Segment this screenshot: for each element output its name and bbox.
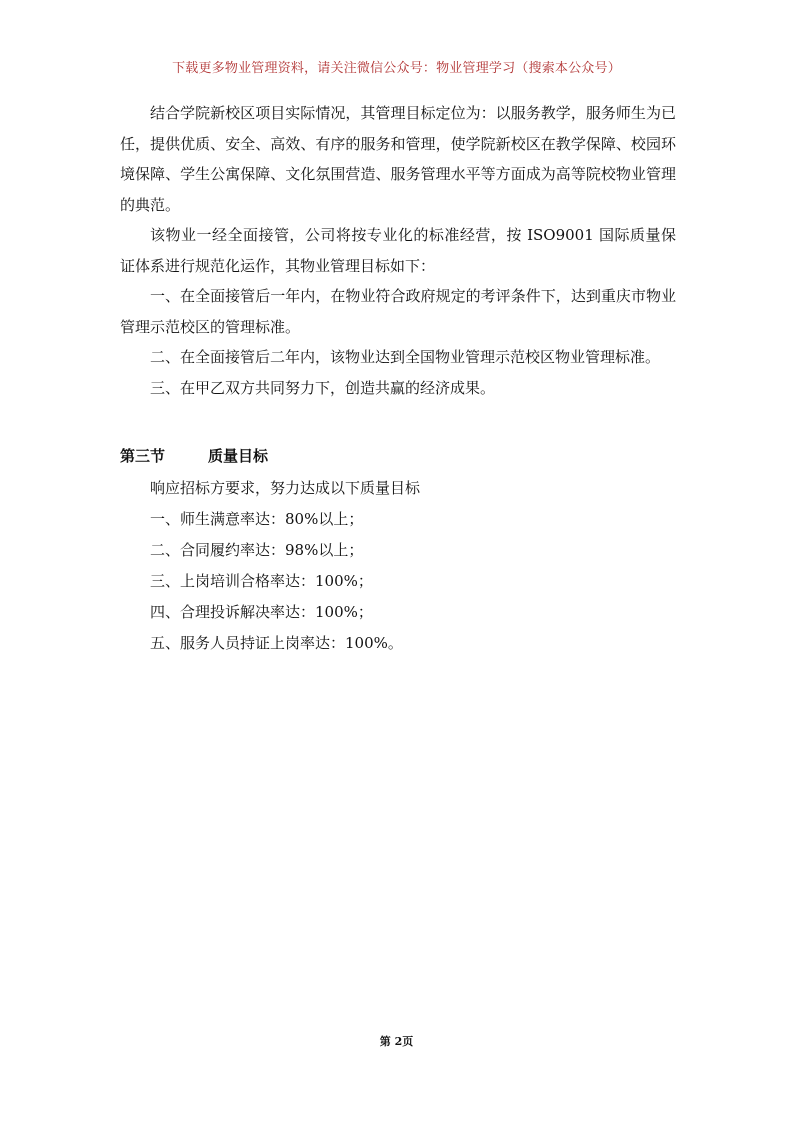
section-intro: 响应招标方要求，努力达成以下质量目标 — [150, 479, 421, 497]
paragraph-goal-one: 一、在全面接管后一年内，在物业符合政府规定的考评条件下，达到重庆市物业管理示范校区的管理标准。 — [120, 287, 676, 336]
header-notice: 下载更多物业管理资料，请关注微信公众号：物业管理学习（搜索本公众号） — [172, 61, 621, 76]
section-title: 质量目标 — [208, 447, 269, 465]
paragraph-management-target: 结合学院新校区项目实际情况，其管理目标定位为：以服务教学，服务师生为已任，提供优质、安全、高效、有序的服务和管理，使学院新校区在教学保障、校园环境保障、学生公寓保障、文化氛围营造、服务管理水平等方面成为高等院校物业管理的典范。 — [120, 104, 676, 214]
list-item: 四、合理投诉解决率达：100%； — [150, 603, 373, 621]
list-item: 五、服务人员持证上岗率达：100%。 — [150, 634, 403, 652]
page-number: 第 2页 — [379, 1035, 414, 1048]
paragraph-iso-operation: 该物业一经全面接管，公司将按专业化的标准经营，按 ISO9001 国际质量保证体系进行规范化运作，其物业管理目标如下： — [120, 226, 676, 275]
main-body — [120, 98, 676, 403]
section-number: 第三节 — [120, 447, 166, 465]
list-item: 二、合同履约率达：98%以上； — [150, 541, 364, 559]
list-item: 一、师生满意率达：80%以上； — [150, 510, 364, 528]
list-item: 三、上岗培训合格率达：100%； — [150, 572, 373, 590]
quality-target-list — [120, 473, 676, 659]
paragraph-goal-three: 三、在甲乙双方共同努力下，创造共赢的经济成果。 — [150, 378, 496, 397]
section-heading — [120, 441, 268, 471]
paragraph-goal-two: 二、在全面接管后二年内，该物业达到全国物业管理示范校区物业管理标准。 — [150, 348, 661, 366]
